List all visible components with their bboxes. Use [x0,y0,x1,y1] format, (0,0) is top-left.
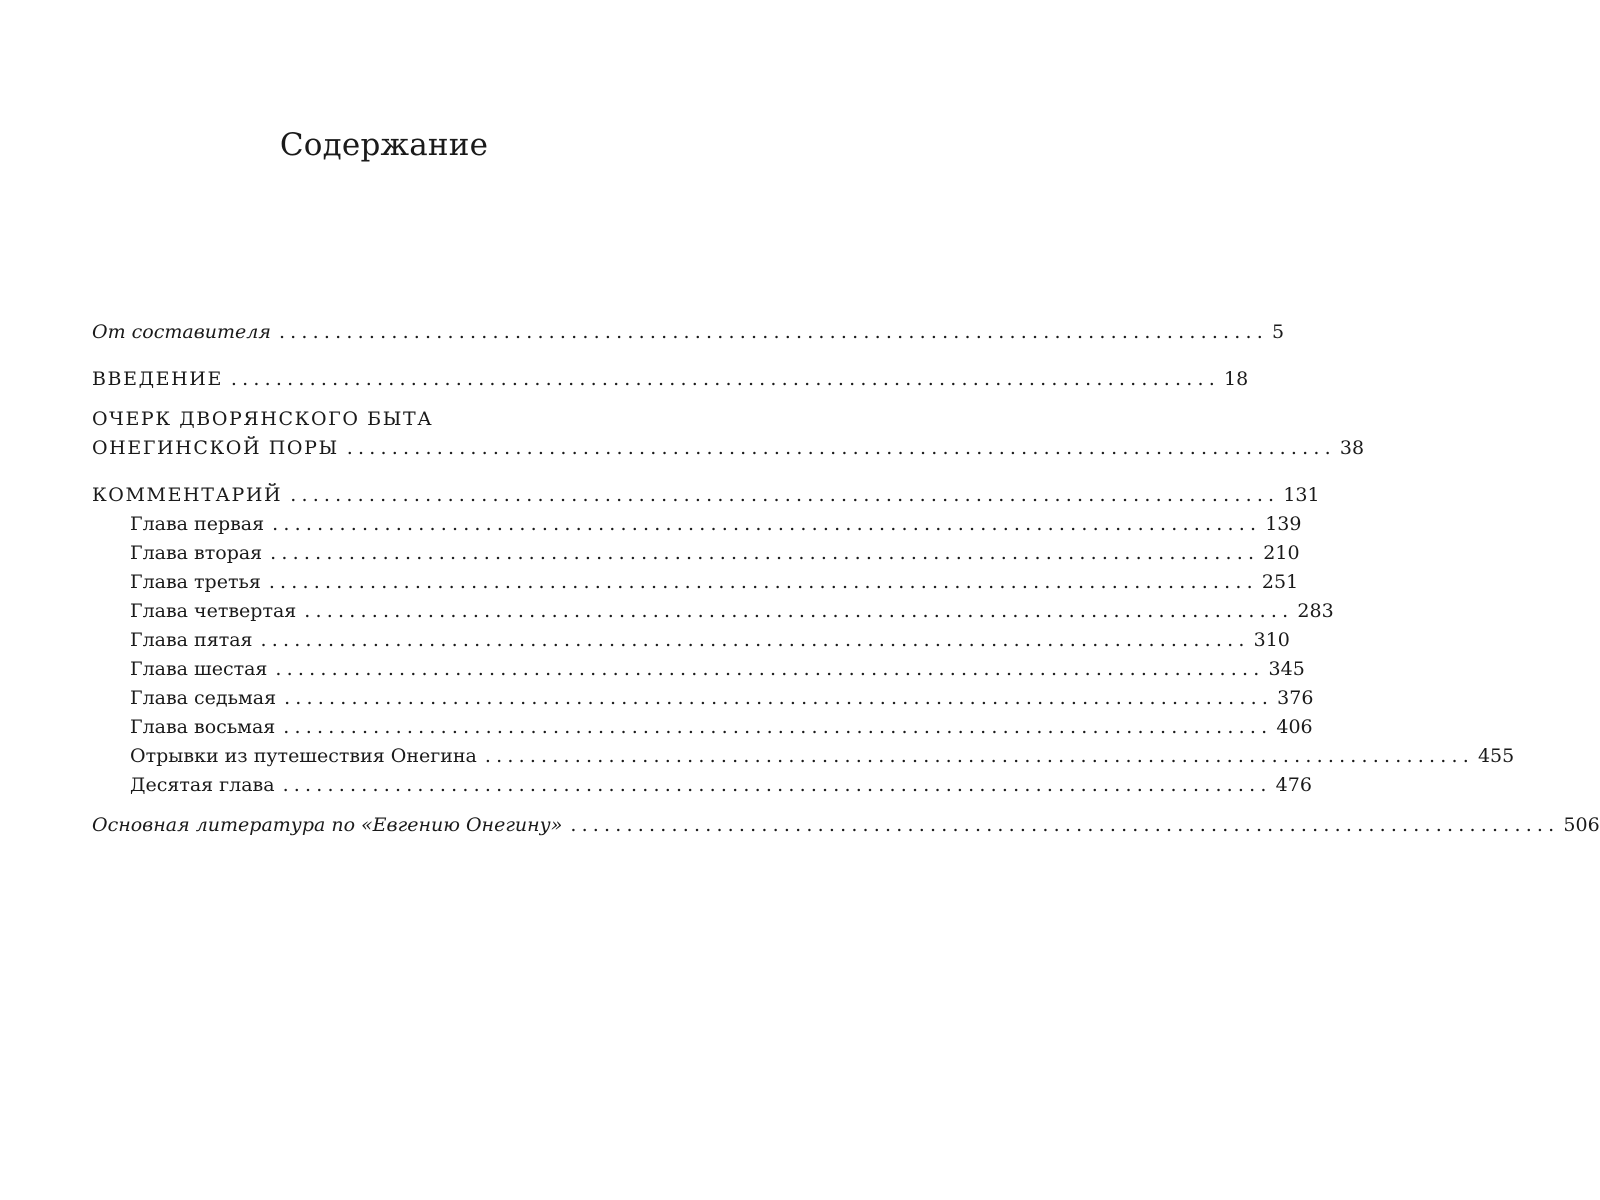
toc-entry-label: Десятая глава [130,774,275,796]
toc-entry-label-line2: ОНЕГИНСКОЙ ПОРЫ [92,437,339,459]
dot-leader: ........................................................................................ [283,716,1273,738]
toc-entry-chapter-5[interactable] [92,626,1290,655]
toc-entry-chapter-1[interactable] [92,510,1302,539]
toc-entry-label: Глава пятая [130,629,253,651]
toc-entry-page: 345 [1268,658,1305,680]
toc-entry-page: 283 [1297,600,1334,622]
toc-entry-page: 38 [1339,437,1365,459]
toc-entry-page: 139 [1265,513,1302,535]
toc-entry-chapter-3[interactable] [92,568,1299,597]
toc-entry-chapter-4[interactable] [92,597,1334,626]
dot-leader: ........................................................................................ [304,600,1294,622]
toc-entry-vvedenie[interactable] [92,365,1249,394]
dot-leader: ........................................................................................ [290,484,1280,506]
toc-entry-label: Глава четвертая [130,600,297,622]
toc-entry-label: Глава вторая [130,542,263,564]
toc-entry-literature[interactable] [92,811,1600,840]
toc-entry-page: 455 [1477,745,1515,767]
dot-leader: ........................................................................................ [275,658,1265,680]
table-of-contents [92,318,1600,840]
toc-entry-page: 376 [1277,687,1314,709]
toc-entry-page: 310 [1253,629,1290,651]
toc-entry-page: 506 [1563,814,1600,836]
toc-entry-page: 5 [1272,321,1285,343]
toc-entry-intro-note[interactable] [92,318,1285,347]
toc-entry-page: 406 [1276,716,1313,738]
toc-entry-chapter-10[interactable] [92,771,1312,800]
toc-entry-label: Основная литература по «Евгению Онегину» [92,814,563,836]
dot-leader: ........................................................................................ [484,745,1474,767]
toc-entry-label: Глава шестая [130,658,268,680]
dot-leader: ........................................................................................ [570,814,1560,836]
toc-entry-label: ВВЕДЕНИЕ [92,368,223,390]
toc-entry-ocherk[interactable] [92,405,1365,463]
dot-leader: ........................................................................................ [270,542,1260,564]
toc-entry-label: Глава первая [130,513,265,535]
toc-entry-label: Отрывки из путешествия Онегина [130,745,477,767]
toc-entry-label: Глава восьмая [130,716,276,738]
dot-leader: ........................................................................................ [346,437,1336,459]
toc-entry-page: 18 [1224,368,1249,390]
toc-entry-chapter-8[interactable] [92,713,1313,742]
toc-entry-label: Глава третья [130,571,261,593]
dot-leader: ........................................................................................ [272,513,1262,535]
toc-entry-label: Глава седьмая [130,687,277,709]
toc-entry-label-line1: ОЧЕРК ДВОРЯНСКОГО БЫТА [92,408,434,430]
page-title: Содержание [279,127,489,163]
toc-entry-page: 476 [1275,774,1312,796]
toc-entry-excerpts[interactable] [92,742,1515,771]
toc-entry-chapter-2[interactable] [92,539,1300,568]
toc-entry-page: 131 [1283,484,1320,506]
dot-leader: ........................................................................................ [284,687,1274,709]
toc-entry-kommentariy[interactable] [92,481,1320,510]
toc-entry-chapter-7[interactable] [92,684,1314,713]
dot-leader: ........................................................................................ [282,774,1272,796]
dot-leader: ........................................................................................ [260,629,1250,651]
dot-leader: ........................................................................................ [278,321,1269,343]
toc-entry-label: От составителя [92,321,271,343]
toc-entry-page: 210 [1263,542,1300,564]
toc-entry-label: КОММЕНТАРИЙ [92,484,283,506]
toc-entry-page: 251 [1261,571,1299,593]
dot-leader: ........................................................................................ [230,368,1221,390]
dot-leader: ........................................................................................ [268,571,1258,593]
toc-entry-chapter-6[interactable] [92,655,1305,684]
